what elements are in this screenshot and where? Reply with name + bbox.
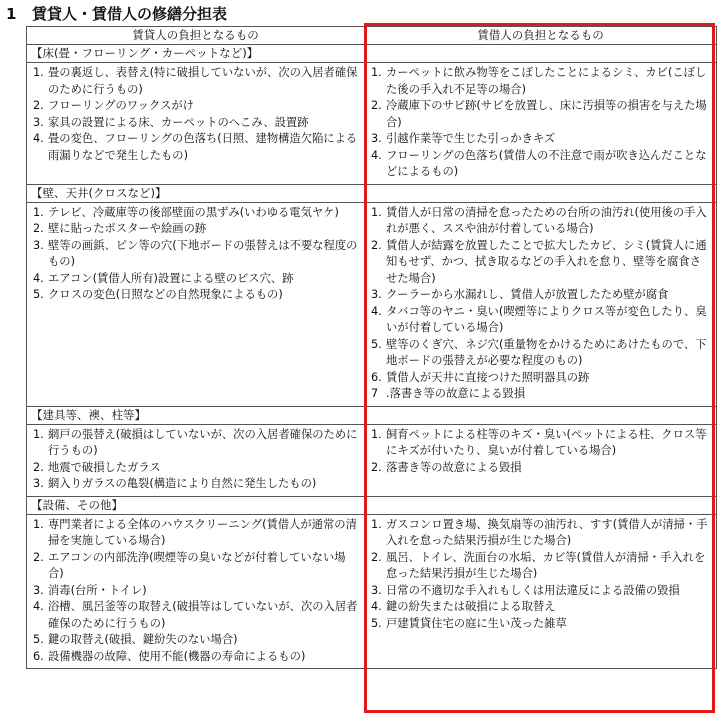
item-number: 2.	[371, 460, 382, 474]
item-number: 3.	[371, 288, 382, 301]
tenant-items-cell	[365, 514, 717, 669]
item-number: 2.	[371, 238, 382, 252]
tenant-items-cell	[365, 424, 717, 496]
list-item	[31, 517, 360, 550]
items-row	[27, 63, 717, 185]
list-item	[31, 98, 360, 115]
list-item	[369, 599, 712, 616]
item-text: 網入りガラスの亀裂(構造により自然に発生したもの)	[48, 477, 317, 490]
item-text: 壁等の画鋲、ピン等の穴(下地ボードの張替えは不要な程度のもの)	[48, 238, 358, 268]
list-item	[31, 599, 360, 632]
list-item	[31, 583, 360, 600]
tenant-item-list	[369, 65, 712, 181]
list-item	[31, 550, 360, 583]
category-empty-cell	[365, 406, 717, 424]
list-item	[369, 238, 712, 288]
list-item	[369, 427, 712, 460]
title-text: 賃貸人・賃借人の修繕分担表	[32, 5, 228, 23]
item-text: 飼育ペットによる柱等のキズ・臭い(ペットによる柱、クロス等にキズが付いたり、臭いが付着している場合)	[386, 427, 707, 457]
list-item	[31, 476, 360, 493]
items-row	[27, 202, 717, 406]
landlord-column-header: 賃貸人の負担となるもの	[27, 27, 365, 45]
tenant-items-cell	[365, 202, 717, 406]
item-text: 専門業者による全体のハウスクリーニング(賃借人が通常の清掃を実施している場合)	[48, 517, 357, 547]
item-number: 2.	[371, 99, 382, 112]
landlord-item-list	[31, 65, 360, 164]
category-label: 【設備、その他】	[27, 496, 365, 514]
landlord-item-list	[31, 517, 360, 666]
item-text: 鍵の紛失または破損による取替え	[386, 600, 556, 613]
item-text: 賃借人が天井に直接つけた照明器具の跡	[386, 370, 590, 384]
category-empty-cell	[365, 184, 717, 202]
item-number: 1.	[33, 66, 44, 79]
item-number: 3.	[33, 115, 44, 129]
item-text: 冷蔵庫下のサビ跡(サビを放置し、床に汚損等の損害を与えた場合)	[386, 99, 707, 129]
item-number: 3.	[33, 583, 44, 597]
list-item	[369, 65, 712, 98]
item-number: 1.	[371, 66, 382, 79]
list-item	[369, 550, 712, 583]
header-row	[27, 27, 717, 45]
item-number: 1.	[371, 517, 382, 531]
category-row	[27, 406, 717, 424]
list-item	[369, 287, 712, 304]
tenant-item-list	[369, 205, 712, 403]
list-item	[31, 221, 360, 238]
item-number: 1.	[371, 427, 382, 441]
list-item	[369, 98, 712, 131]
item-text: クロスの変色(日照などの自然現象によるもの)	[48, 288, 283, 301]
items-row	[27, 424, 717, 496]
landlord-items-cell	[27, 202, 365, 406]
category-label: 【壁、天井(クロスなど)】	[27, 184, 365, 202]
list-item	[31, 460, 360, 477]
list-item	[369, 337, 712, 370]
item-number: 2.	[33, 460, 44, 474]
section-number: 1	[6, 5, 17, 23]
list-item	[31, 131, 360, 164]
item-text: エアコン(賃借人所有)設置による壁のビス穴、跡	[48, 271, 294, 285]
item-number: 7	[371, 387, 379, 400]
item-text: 戸建賃貸住宅の庭に生い茂った雑草	[386, 616, 567, 630]
list-item	[31, 427, 360, 460]
list-item	[31, 649, 360, 666]
list-item	[369, 386, 712, 403]
item-text: 設備機器の故障、使用不能(機器の寿命によるもの)	[48, 649, 306, 663]
repair-share-table	[26, 26, 717, 669]
item-number: 4.	[371, 600, 382, 613]
item-text: クーラーから水漏れし、賃借人が放置したため壁が腐食	[386, 288, 669, 301]
item-text: 壁等のくぎ穴、ネジ穴(重量物をかけるためにあけたもので、下地ボードの張替えが必要な程度のもの)	[386, 337, 707, 367]
landlord-items-cell	[27, 514, 365, 669]
items-row	[27, 514, 717, 669]
list-item	[369, 205, 712, 238]
category-empty-cell	[365, 496, 717, 514]
item-number: 5.	[371, 337, 382, 351]
item-text: 畳の裏返し、表替え(特に破損していないが、次の入居者確保のために行うもの)	[48, 66, 358, 96]
item-number: 4.	[33, 132, 44, 145]
list-item	[31, 271, 360, 288]
item-text: 日常の不適切な手入れもしくは用法違反による設備の毀損	[386, 583, 680, 597]
item-number: 1.	[33, 427, 44, 441]
landlord-items-cell	[27, 424, 365, 496]
tenant-item-list	[369, 517, 712, 633]
item-text: フローリングのワックスがけ	[48, 99, 194, 112]
item-text: ガスコンロ置き場、換気扇等の油汚れ、すす(賃借人が清掃・手入れを怠った結果汚損が生じた場合)	[386, 517, 708, 547]
list-item	[31, 205, 360, 222]
item-text: 風呂、トイレ、洗面台の水垢、カビ等(賃借人が清掃・手入れを怠った結果汚損が生じた場合)	[386, 550, 706, 580]
item-number: 3.	[371, 132, 382, 145]
list-item	[369, 517, 712, 550]
item-number: 2.	[33, 99, 44, 112]
item-text: 地震で破損したガラス	[48, 460, 161, 474]
item-text: 畳の変色、フローリングの色落ち(日照、建物構造欠陥による雨漏りなどで発生したもの)	[48, 132, 358, 162]
item-text: 壁に貼ったポスターや絵画の跡	[48, 222, 207, 235]
landlord-item-list	[31, 205, 360, 304]
list-item	[369, 131, 712, 148]
table-body	[27, 45, 717, 669]
item-number: 1.	[33, 517, 44, 531]
item-number: 1.	[33, 205, 44, 219]
item-text: カーペットに飲み物等をこぼしたことによるシミ、カビ(こぼした後の手入れ不足等の場合)	[386, 66, 707, 96]
item-number: 3.	[33, 238, 44, 252]
category-row	[27, 45, 717, 63]
list-item	[31, 632, 360, 649]
item-number: 1.	[371, 205, 382, 219]
item-number: 3.	[33, 477, 44, 490]
category-empty-cell	[365, 45, 717, 63]
item-text: 賃借人が結露を放置したことで拡大したカビ、シミ(賃貸人に通知もせず、かつ、拭き取るなどの手入れを怠り、壁等を腐食させた場合)	[386, 238, 707, 285]
list-item	[369, 304, 712, 337]
list-item	[31, 65, 360, 98]
item-text: タバコ等のヤニ・臭い(喫煙等によりクロス等が変色したり、臭いが付着している場合)	[386, 304, 707, 334]
item-number: 2.	[33, 222, 44, 235]
item-number: 6.	[371, 370, 382, 384]
item-number: 4.	[371, 304, 382, 318]
item-text: 消毒(台所・トイレ)	[48, 583, 147, 597]
list-item	[369, 583, 712, 600]
item-number: 3.	[371, 583, 382, 597]
list-item	[31, 115, 360, 132]
item-text: .落書き等の故意による毀損	[386, 387, 526, 400]
category-row	[27, 496, 717, 514]
item-number: 5.	[371, 616, 382, 630]
item-text: 浴槽、風呂釜等の取替え(破損等はしていないが、次の入居者確保のために行うもの)	[48, 600, 358, 630]
tenant-item-list	[369, 427, 712, 477]
landlord-item-list	[31, 427, 360, 493]
item-number: 2.	[371, 550, 382, 564]
list-item	[31, 287, 360, 304]
item-text: テレビ、冷蔵庫等の後部壁面の黒ずみ(いわゆる電気ヤケ)	[48, 205, 339, 219]
category-label: 【建具等、襖、柱等】	[27, 406, 365, 424]
item-text: 賃借人が日常の清掃を怠ったための台所の油汚れ(使用後の手入れが悪く、ススや油が付着している場合)	[386, 205, 707, 235]
item-number: 4.	[33, 271, 44, 285]
landlord-items-cell	[27, 63, 365, 185]
item-text: 鍵の取替え(破損、鍵紛失のない場合)	[48, 633, 238, 646]
item-text: 網戸の張替え(破損はしていないが、次の入居者確保のために行うもの)	[48, 427, 358, 457]
page-title	[6, 2, 227, 26]
list-item	[369, 460, 712, 477]
item-number: 2.	[33, 550, 44, 564]
list-item	[369, 148, 712, 181]
item-number: 4.	[371, 148, 382, 162]
item-text: フローリングの色落ち(賃借人の不注意で雨が吹き込んだことなどによるもの)	[386, 148, 707, 178]
item-number: 5.	[33, 633, 44, 646]
list-item	[369, 616, 712, 633]
tenant-column-header: 賃借人の負担となるもの	[365, 27, 717, 45]
item-text: エアコンの内部洗浄(喫煙等の臭いなどが付着していない場合)	[48, 550, 346, 580]
item-text: 落書き等の故意による毀損	[386, 460, 522, 474]
list-item	[31, 238, 360, 271]
tenant-items-cell	[365, 63, 717, 185]
item-number: 6.	[33, 649, 44, 663]
list-item	[369, 370, 712, 387]
category-row	[27, 184, 717, 202]
category-label: 【床(畳・フローリング・カーペットなど)】	[27, 45, 365, 63]
item-text: 家具の設置による床、カーペットのへこみ、設置跡	[48, 115, 309, 129]
item-text: 引越作業等で生じた引っかきキズ	[386, 132, 556, 145]
item-number: 5.	[33, 288, 44, 301]
item-number: 4.	[33, 600, 44, 613]
